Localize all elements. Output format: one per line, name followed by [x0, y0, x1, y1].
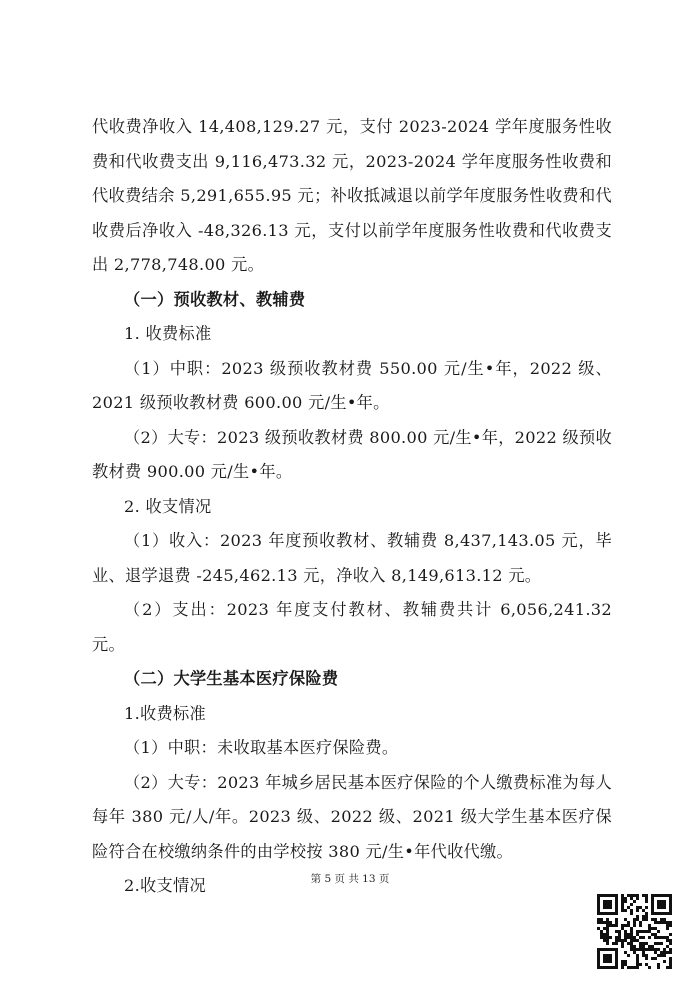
page-number-footer: 第 5 页 共 13 页	[310, 873, 390, 885]
subheading-insurance-income-expense: 2.收支情况	[124, 876, 206, 895]
document-body	[92, 110, 612, 904]
paragraph-textbook-income: （1）收入：2023 年度预收教材、教辅费 8,437,143.05 元，毕业、退学退费 -245,462.13 元，净收入 8,149,613.12 元。	[92, 531, 612, 585]
paragraph-secondary-vocational-textbook: （1）中职：2023 级预收教材费 550.00 元/生•年，2022 级、2021 级预收教材费 600.00 元/生•年。	[92, 358, 612, 412]
paragraph-college-textbook: （2）大专：2023 级预收教材费 800.00 元/生•年，2022 级预收教材费 900.00 元/生•年。	[92, 427, 612, 481]
paragraph-insurance-secondary: （1）中职：未收取基本医疗保险费。	[124, 738, 399, 757]
qr-code-icon	[597, 894, 672, 969]
subheading-insurance-standard: 1.收费标准	[124, 703, 206, 723]
paragraph-textbook-expense: （2）支出：2023 年度支付教材、教辅费共计 6,056,241.32 元。	[92, 600, 612, 654]
paragraph-intro: 代收费净收入 14,408,129.27 元，支付 2023-2024 学年度服务性收费和代收费支出 9,116,473.32 元，2023-2024 学年度服务性收费和代收费结余 5,291,655.95 元；补收抵减退以前学年度服务性收费和代收费后净收入 -48,326.13 元，支付以前学年度服务性收费和代收费支出 2,778,748.00 元。	[92, 117, 612, 274]
paragraph-insurance-college: （2）大专：2023 年城乡居民基本医疗保险的个人缴费标准为每人每年 380 元/人/年。2023 级、2022 级、2021 级大学生基本医疗保险符合在校缴纳条件的由学校按 380 元/生•年代收代缴。	[92, 772, 612, 861]
subheading-income-expense: 2. 收支情况	[124, 496, 212, 516]
subheading-fee-standard: 1. 收费标准	[124, 324, 212, 343]
section-heading-medical-insurance: （二）大学生基本医疗保险费	[124, 669, 339, 688]
section-heading-textbook-fees: （一）预收教材、教辅费	[124, 289, 306, 309]
